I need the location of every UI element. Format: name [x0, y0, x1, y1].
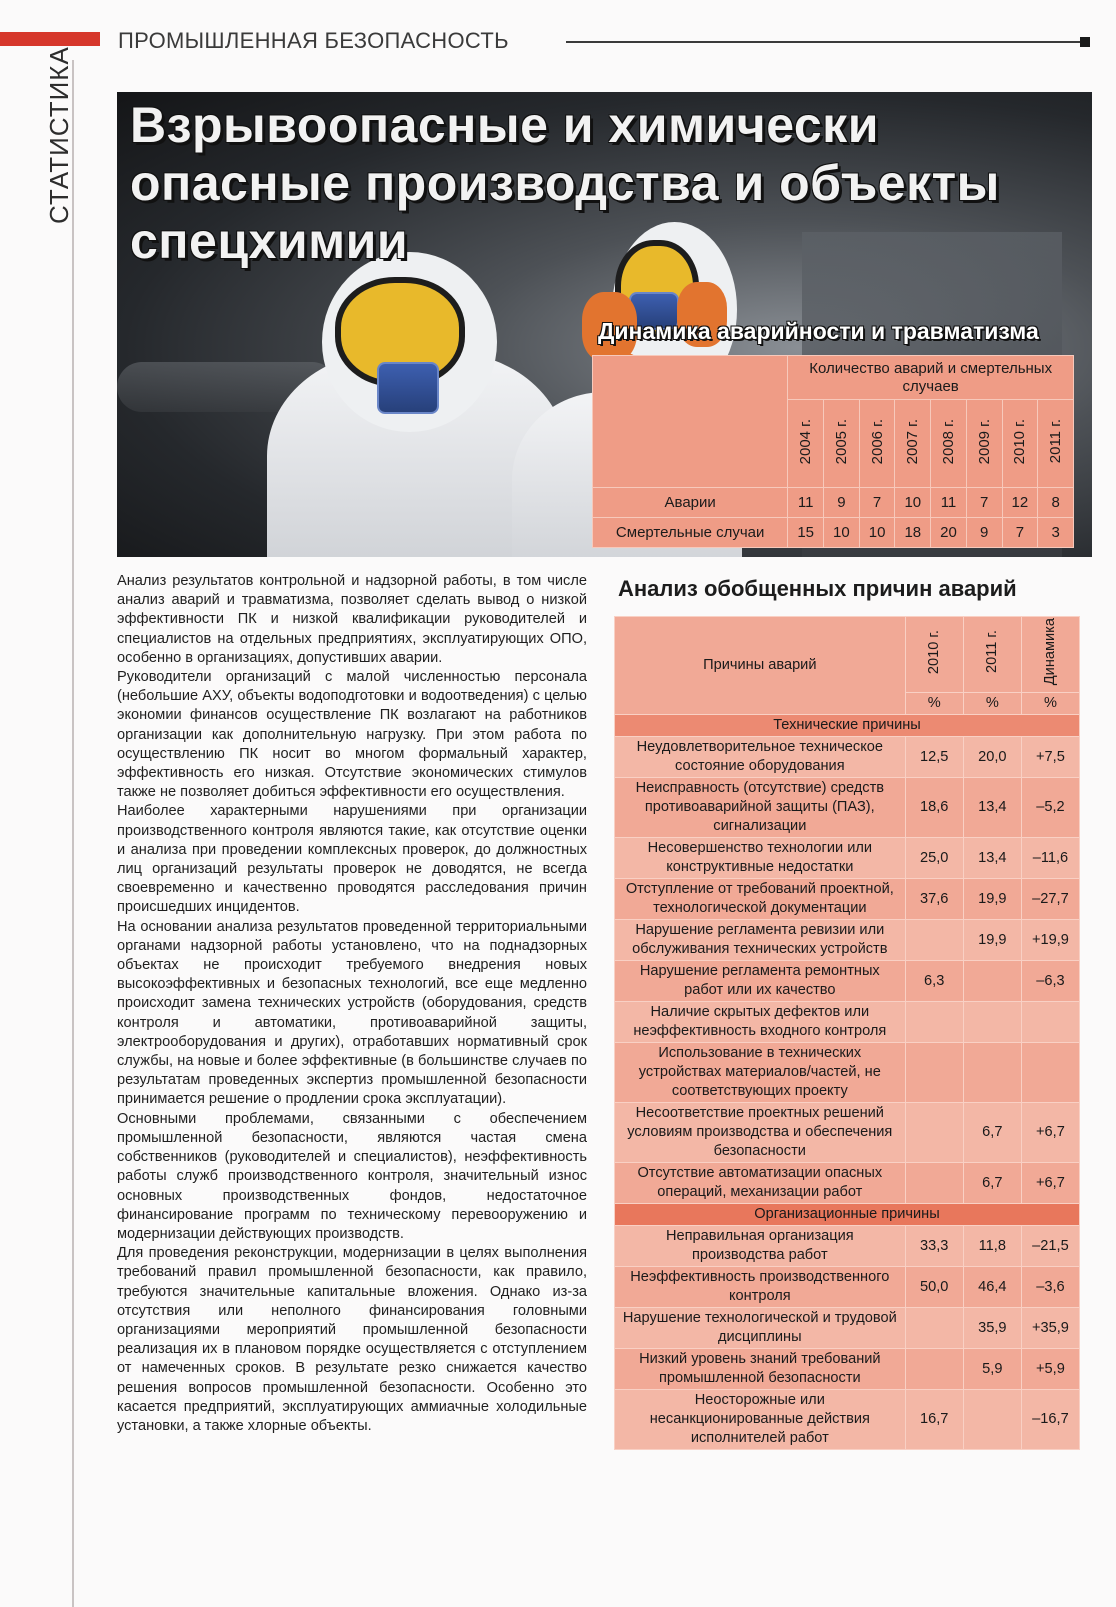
- value-2010: [905, 1349, 963, 1390]
- year-header: 2008 г.: [931, 400, 967, 488]
- table-row: [615, 1163, 1080, 1204]
- table-cell: 7: [859, 488, 895, 518]
- value-2010: 25,0: [905, 838, 963, 879]
- value-2010: 37,6: [905, 879, 963, 920]
- value-dynamics: –5,2: [1021, 778, 1079, 838]
- cause-name: Неэффективность производственного контроля: [615, 1267, 906, 1308]
- table-cell: 12: [1002, 488, 1038, 518]
- dynamics-header: Динамика: [1021, 617, 1079, 693]
- year-header: 2004 г.: [788, 400, 824, 488]
- value-2011: [963, 961, 1021, 1002]
- year-header: 2007 г.: [895, 400, 931, 488]
- dynamics-group-header: Количество аварий и смертельных случаев: [788, 356, 1074, 400]
- running-header: [118, 28, 1088, 58]
- unit-cell: %: [963, 693, 1021, 715]
- paragraph: Основными проблемами, связанными с обеспечением промышленной безопасности, являются частая смена собственников (руководителей и специалистов), неэффективность работы служб производственного контроля, значительный износ основных производственных фондов, недостаточное финансирование программ по техническому перевооружению и модернизации действующих производств.: [117, 1110, 587, 1242]
- year-header: 2005 г.: [824, 400, 860, 488]
- value-2011: [963, 1002, 1021, 1043]
- dynamics-table-title: Динамика аварийности и травматизма: [598, 318, 1039, 344]
- table-cell: 10: [859, 518, 895, 548]
- value-2011: 6,7: [963, 1103, 1021, 1163]
- value-2011: 19,9: [963, 879, 1021, 920]
- row-label: Смертельные случаи: [593, 518, 788, 548]
- value-2010: [905, 1103, 963, 1163]
- value-dynamics: +19,9: [1021, 920, 1079, 961]
- article-body: [117, 572, 587, 1436]
- year-2010-header: 2010 г.: [905, 617, 963, 693]
- causes-table: [614, 616, 1080, 1450]
- value-2010: 18,6: [905, 778, 963, 838]
- dynamics-row-accidents: [593, 488, 1074, 518]
- table-row: [615, 961, 1080, 1002]
- table-cell: 11: [788, 488, 824, 518]
- value-2010: [905, 1163, 963, 1204]
- value-dynamics: +6,7: [1021, 1103, 1079, 1163]
- cause-name: Неправильная организация производства работ: [615, 1226, 906, 1267]
- value-2011: 20,0: [963, 737, 1021, 778]
- cause-name: Низкий уровень знаний требований промышленной безопасности: [615, 1349, 906, 1390]
- table-row: [615, 1267, 1080, 1308]
- year-2011-header: 2011 г.: [963, 617, 1021, 693]
- left-margin-rule: [72, 60, 74, 1607]
- paragraph: Наиболее характерными нарушениями при организации производственного контроля являются такие, как отсутствие оценки и анализа при проведении комплексных проверок, до должностных лиц организаций результаты проверок не доводятся, не всегда своевременно и качественно проводятся расследования причин происшедших инцидентов.: [117, 803, 587, 916]
- value-dynamics: +7,5: [1021, 737, 1079, 778]
- row-label: Аварии: [593, 488, 788, 518]
- table-row: [615, 920, 1080, 961]
- table-row: [615, 1226, 1080, 1267]
- table-row: [615, 778, 1080, 838]
- table-row: [615, 838, 1080, 879]
- cause-name: Наличие скрытых дефектов или неэффективность входного контроля: [615, 1002, 906, 1043]
- paragraph: Для проведения реконструкции, модернизации в целях выполнения требований правил промышленной безопасности, как правило, требуются значительные капитальные вложения. Однако из-за отсутствия или неполного финансирования головными организациями мероприятий промышленной безопасности реализация их в плановом порядке осуществляется с отступлением от намеченных сроков. В результате резко снижается качество решения вопросов промышленной безопасности. Особенно это касается предприятий, эксплуатирующих аммиачные холодильные установки, а также хлорные объекты.: [117, 1245, 587, 1434]
- table-cell: 9: [966, 518, 1002, 548]
- worker-1-mask-filter: [377, 362, 439, 414]
- value-dynamics: [1021, 1043, 1079, 1103]
- value-2011: 13,4: [963, 778, 1021, 838]
- table-row: [615, 1103, 1080, 1163]
- value-2011: 6,7: [963, 1163, 1021, 1204]
- year-header: 2010 г.: [1002, 400, 1038, 488]
- cause-name: Неудовлетворительное техническое состояние оборудования: [615, 737, 906, 778]
- value-2010: [905, 920, 963, 961]
- cause-name: Нарушение регламента ремонтных работ или их качество: [615, 961, 906, 1002]
- unit-cell: %: [905, 693, 963, 715]
- year-header: 2006 г.: [859, 400, 895, 488]
- unit-cell: %: [1021, 693, 1079, 715]
- table-row: [615, 1349, 1080, 1390]
- cause-name: Использование в технических устройствах материалов/частей, не соответствующих проекту: [615, 1043, 906, 1103]
- causes-table-title: Анализ обобщенных причин аварий: [618, 576, 1017, 601]
- table-row: [615, 879, 1080, 920]
- cause-name: Неисправность (отсутствие) средств противоаварийной защиты (ПАЗ), сигнализации: [615, 778, 906, 838]
- table-cell: 10: [895, 488, 931, 518]
- year-header: 2011 г.: [1038, 400, 1074, 488]
- section-header-organizational: Организационные причины: [615, 1204, 1080, 1226]
- side-section-label: СТАТИСТИКА: [44, 46, 74, 224]
- dynamics-row-fatalities: [593, 518, 1074, 548]
- value-dynamics: –6,3: [1021, 961, 1079, 1002]
- value-2010: [905, 1002, 963, 1043]
- table-cell: 3: [1038, 518, 1074, 548]
- table-cell: 8: [1038, 488, 1074, 518]
- cause-name: Отступление от требований проектной, технологической документации: [615, 879, 906, 920]
- red-section-tab: [0, 32, 100, 46]
- cause-name: Нарушение технологической и трудовой дисциплины: [615, 1308, 906, 1349]
- table-cell: 15: [788, 518, 824, 548]
- table-cell: 9: [824, 488, 860, 518]
- value-dynamics: –11,6: [1021, 838, 1079, 879]
- running-header-title: ПРОМЫШЛЕННАЯ БЕЗОПАСНОСТЬ: [118, 28, 509, 53]
- table-cell: 10: [824, 518, 860, 548]
- value-dynamics: –16,7: [1021, 1390, 1079, 1450]
- value-dynamics: –27,7: [1021, 879, 1079, 920]
- value-2010: 12,5: [905, 737, 963, 778]
- dynamics-corner-cell: [593, 356, 788, 488]
- table-row: [615, 1043, 1080, 1103]
- value-dynamics: –21,5: [1021, 1226, 1079, 1267]
- dynamics-table: [592, 355, 1074, 548]
- value-2010: 33,3: [905, 1226, 963, 1267]
- table-row: [615, 1390, 1080, 1450]
- table-cell: 20: [931, 518, 967, 548]
- paragraph: Анализ результатов контрольной и надзорной работы, в том числе анализ аварий и травматизма, позволяет сделать вывод о низкой эффективности ПК и низкой квалификации руководителей и специалистов на отдельных предприятиях, эксплуатирующих ОПО, особенно в организациях, допустивших аварии.: [117, 573, 587, 666]
- value-2010: 50,0: [905, 1267, 963, 1308]
- table-cell: 11: [931, 488, 967, 518]
- table-row: [615, 1002, 1080, 1043]
- cause-name: Неосторожные или несанкционированные действия исполнителей работ: [615, 1390, 906, 1450]
- value-dynamics: +5,9: [1021, 1349, 1079, 1390]
- value-2011: 35,9: [963, 1308, 1021, 1349]
- table-cell: 7: [966, 488, 1002, 518]
- section-header-technical: Технические причины: [615, 715, 1080, 737]
- table-cell: 7: [1002, 518, 1038, 548]
- cause-name: Отсутствие автоматизации опасных операций, механизации работ: [615, 1163, 906, 1204]
- value-2010: [905, 1043, 963, 1103]
- table-cell: 18: [895, 518, 931, 548]
- paragraph: На основании анализа результатов проведенной территориальными органами надзорной работы установлено, что на поднадзорных объектах не происходит требуемого внедрения новых высокоэффективных и безопасных технологий, все еще медленно происходит замена технических устройств (оборудования, средств контроля и автоматики, противоаварийной защиты, электрооборудования и других), отработавших нормативный срок службы, на новые и более эффективные (в большинстве случаев по результатам проведенных экспертиз промышленной безопасности принимается решение о продлении срока эксплуатации).: [117, 918, 587, 1108]
- value-dynamics: +6,7: [1021, 1163, 1079, 1204]
- year-header: 2009 г.: [966, 400, 1002, 488]
- value-2011: 13,4: [963, 838, 1021, 879]
- paragraph: Руководители организаций с малой численностью персонала (небольшие АХУ, объекты водоподготовки и водоотведения) с целью экономии финансов осуществление ПК возлагают на работников организации как дополнительную нагрузку. При этом работа по осуществлению ПК носит во многом формальный характер, эффективность его низкая. Отсутствие экономических стимулов также не позволяет добиться эффективности его осуществления.: [117, 669, 587, 801]
- value-2011: 11,8: [963, 1226, 1021, 1267]
- table-row: [615, 1308, 1080, 1349]
- value-dynamics: [1021, 1002, 1079, 1043]
- cause-name: Несовершенство технологии или конструктивные недостатки: [615, 838, 906, 879]
- value-dynamics: –3,6: [1021, 1267, 1079, 1308]
- causes-column-header: Причины аварий: [615, 617, 906, 715]
- value-2011: [963, 1043, 1021, 1103]
- value-2011: 5,9: [963, 1349, 1021, 1390]
- value-2010: 6,3: [905, 961, 963, 1002]
- value-2011: 19,9: [963, 920, 1021, 961]
- table-row: [615, 737, 1080, 778]
- value-2010: 16,7: [905, 1390, 963, 1450]
- header-square-marker: [1080, 37, 1090, 47]
- value-2011: [963, 1390, 1021, 1450]
- cause-name: Нарушение регламента ревизии или обслуживания технических устройств: [615, 920, 906, 961]
- value-dynamics: +35,9: [1021, 1308, 1079, 1349]
- value-2011: 46,4: [963, 1267, 1021, 1308]
- value-2010: [905, 1308, 963, 1349]
- header-rule: [566, 41, 1082, 43]
- cause-name: Несоответствие проектных решений условиям производства и обеспечения безопасности: [615, 1103, 906, 1163]
- article-title: Взрывоопасные и химически опасные производства и объекты спецхимии: [130, 97, 1000, 269]
